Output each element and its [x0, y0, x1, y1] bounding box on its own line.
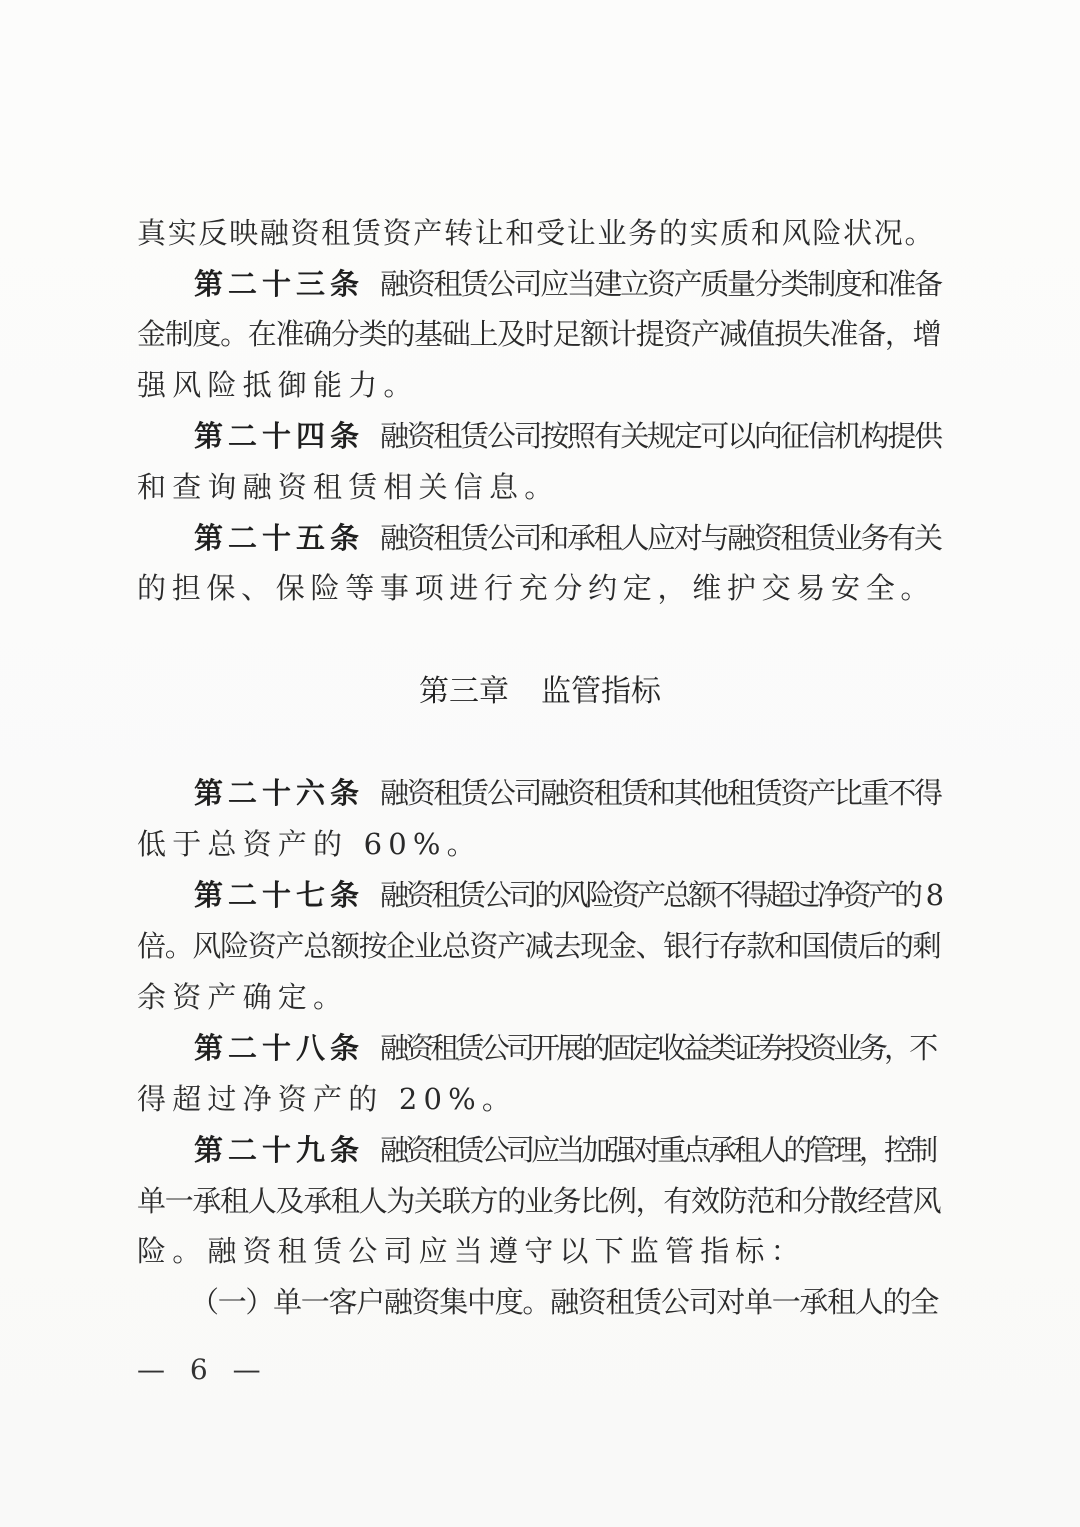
- chapter-heading: [0, 672, 1080, 712]
- paragraph-line: 强风险抵御能力。: [137, 368, 419, 402]
- article-27-heading: 第二十七条: [194, 878, 365, 912]
- article-28-text: 融资租赁公司开展的固定收益类证券投资业务，不: [380, 1031, 935, 1065]
- chapter-number: 第三章: [419, 674, 509, 709]
- paragraph-line: 的担保、保险等事项进行充分约定，维护交易安全。: [137, 571, 936, 605]
- article-26-text: 融资租赁公司融资租赁和其他租赁资产比重不得: [380, 776, 941, 810]
- article-25-line: [194, 518, 942, 558]
- article-23-line: [194, 264, 942, 304]
- paragraph-line: 险。融资租赁公司应当遵守以下监管指标：: [137, 1234, 806, 1268]
- page-number: — 6 —: [137, 1353, 269, 1386]
- article-24-heading: 第二十四条: [194, 419, 365, 453]
- list-item-line: （一）单一客户融资集中度。融资租赁公司对单一承租人的全: [190, 1285, 938, 1319]
- article-27-line: [194, 875, 942, 915]
- chapter-title: 监管指标: [541, 674, 661, 709]
- article-24-text: 融资租赁公司按照有关规定可以向征信机构提供: [380, 419, 941, 453]
- article-23-heading: 第二十三条: [194, 267, 365, 301]
- paragraph-line: 单一承租人及承租人为关联方的业务比例，有效防范和分散经营风: [137, 1184, 941, 1218]
- article-25-heading: 第二十五条: [194, 521, 365, 555]
- article-23-text: 融资租赁公司应当建立资产质量分类制度和准备: [380, 267, 941, 301]
- paragraph-line: 倍。风险资产总额按企业总资产减去现金、银行存款和国债后的剩: [137, 929, 941, 963]
- article-26-heading: 第二十六条: [194, 776, 365, 810]
- article-26-line: [194, 773, 942, 813]
- paragraph-line: 得超过净资产的 20%。: [137, 1082, 518, 1116]
- article-24-line: [194, 416, 942, 456]
- article-25-text: 融资租赁公司和承租人应对与融资租赁业务有关: [380, 521, 941, 555]
- article-29-heading: 第二十九条: [194, 1133, 365, 1167]
- paragraph-line: 低于总资产的 60%。: [137, 827, 482, 861]
- paragraph-line: 和查询融资租赁相关信息。: [137, 470, 560, 504]
- paragraph-line: 真实反映融资租赁资产转让和受让业务的实质和风险状况。: [137, 216, 936, 250]
- article-28-line: [194, 1028, 942, 1068]
- paragraph-line: 金制度。在准确分类的基础上及时足额计提资产减值损失准备，增: [137, 317, 941, 351]
- article-29-line: [194, 1130, 942, 1170]
- article-28-heading: 第二十八条: [194, 1031, 365, 1065]
- article-29-text: 融资租赁公司应当加强对重点承租人的管理，控制: [380, 1133, 935, 1167]
- paragraph-line: 余资产确定。: [137, 980, 349, 1014]
- article-27-text: 融资租赁公司的风险资产总额不得超过净资产的 8: [380, 878, 941, 912]
